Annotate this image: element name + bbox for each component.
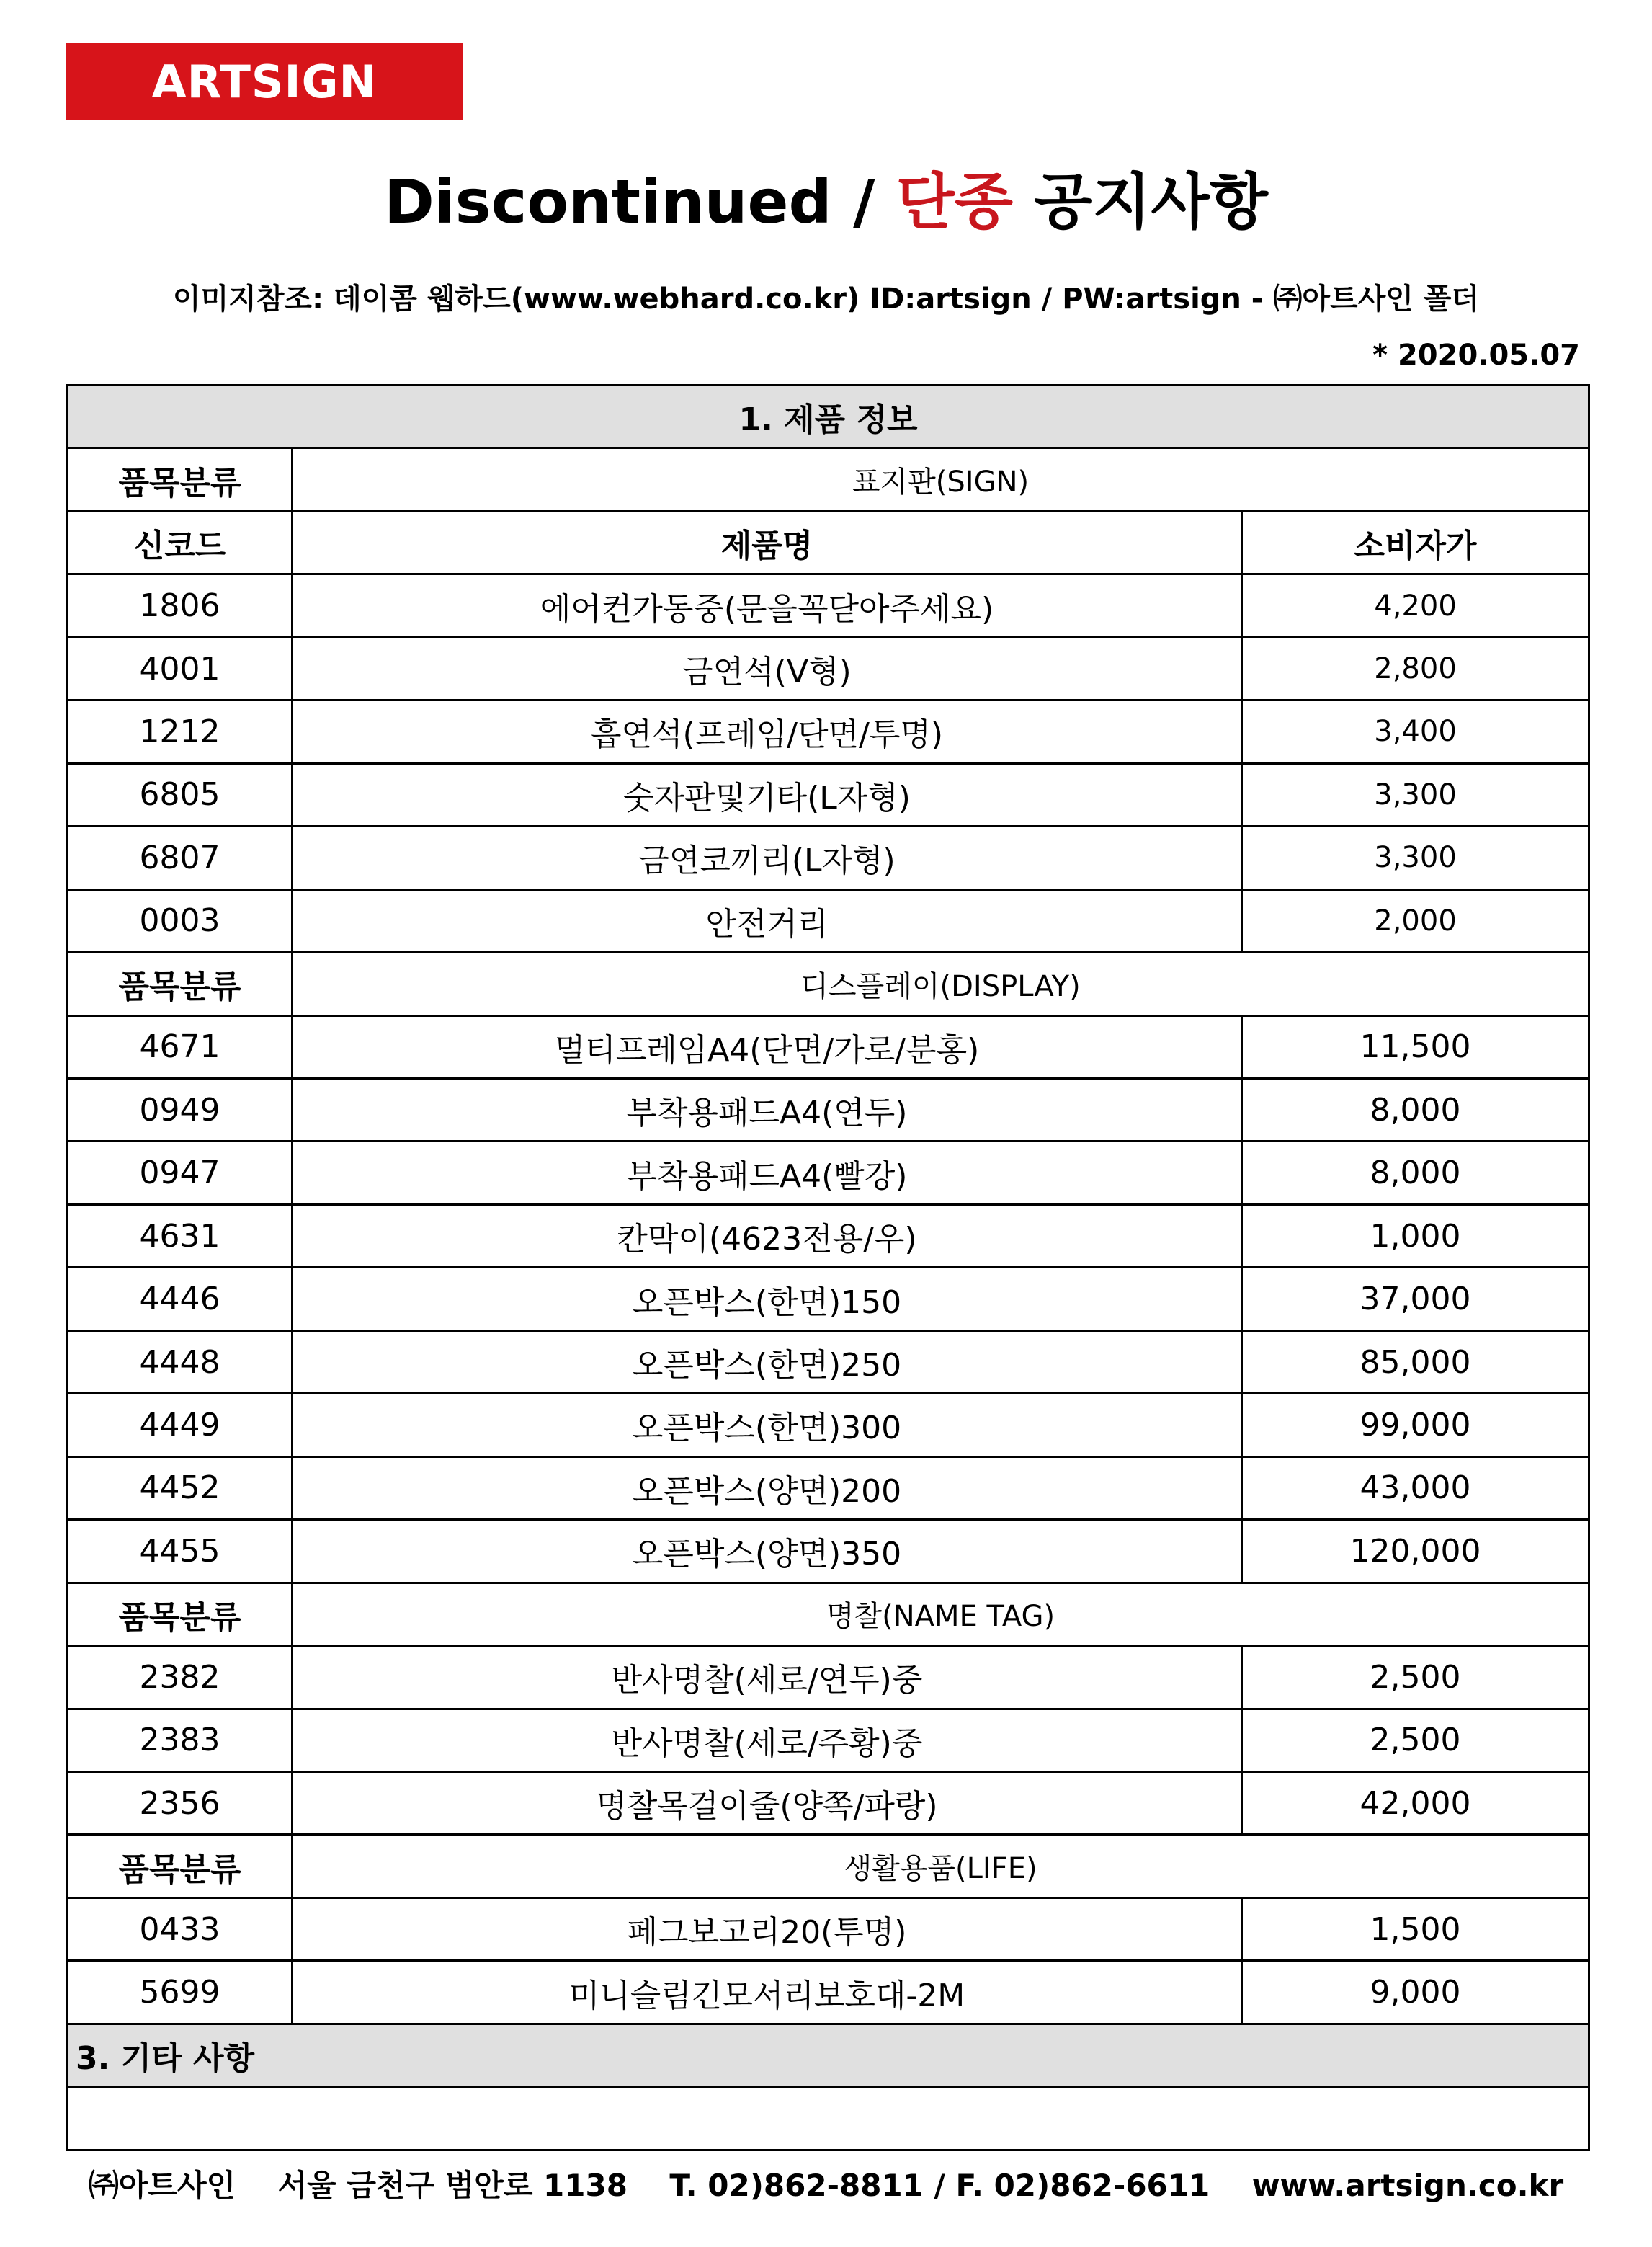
artsign-logo: ARTSIGN <box>66 43 463 120</box>
product-price: 2,500 <box>1242 1709 1589 1771</box>
product-name: 페그보고리20(투명) <box>293 1897 1242 1960</box>
product-code: 2382 <box>68 1646 293 1709</box>
table-row <box>68 1771 1589 1834</box>
product-price: 42,000 <box>1242 1771 1589 1834</box>
table-row <box>68 1897 1589 1960</box>
product-name: 오픈박스(양면)200 <box>293 1456 1242 1519</box>
product-price: 4,200 <box>1242 574 1589 637</box>
title-part-notice: 공지사항 <box>1013 166 1268 237</box>
product-code: 4452 <box>68 1456 293 1519</box>
column-header-price: 소비자가 <box>1242 511 1589 574</box>
category-label: 품목분류 <box>68 448 293 511</box>
product-table <box>66 384 1590 2151</box>
table-row <box>68 827 1589 889</box>
product-price: 99,000 <box>1242 1394 1589 1456</box>
column-header-name: 제품명 <box>293 511 1242 574</box>
table-row <box>68 1456 1589 1519</box>
table-row <box>68 1268 1589 1330</box>
table-row <box>68 763 1589 826</box>
section1-header-row <box>68 386 1589 448</box>
product-code: 4671 <box>68 1015 293 1078</box>
title-part-english: Discontinued / <box>384 166 896 237</box>
product-name: 오픈박스(한면)150 <box>293 1268 1242 1330</box>
product-code: 4449 <box>68 1394 293 1456</box>
category-row <box>68 1583 1589 1645</box>
product-price: 120,000 <box>1242 1520 1589 1583</box>
section3-title: 3. 기타 사항 <box>68 2024 1589 2086</box>
table-row <box>68 1142 1589 1204</box>
table-row <box>68 1204 1589 1267</box>
product-price: 2,800 <box>1242 637 1589 700</box>
category-name: 표지판(SIGN) <box>293 448 1589 511</box>
product-code: 1806 <box>68 574 293 637</box>
category-label: 품목분류 <box>68 1835 293 1897</box>
product-code: 5699 <box>68 1961 293 2024</box>
product-code: 4446 <box>68 1268 293 1330</box>
product-code: 2383 <box>68 1709 293 1771</box>
product-code: 6805 <box>68 763 293 826</box>
table-row <box>68 1394 1589 1456</box>
product-price: 3,300 <box>1242 763 1589 826</box>
table-row <box>68 889 1589 952</box>
table-row <box>68 574 1589 637</box>
category-name: 디스플레이(DISPLAY) <box>293 953 1589 1015</box>
product-name: 부착용패드A4(연두) <box>293 1078 1242 1141</box>
table-row <box>68 1078 1589 1141</box>
product-name: 명찰목걸이줄(양쪽/파랑) <box>293 1771 1242 1834</box>
product-name: 부착용패드A4(빨강) <box>293 1142 1242 1204</box>
product-name: 안전거리 <box>293 889 1242 952</box>
product-name: 흡연석(프레임/단면/투명) <box>293 700 1242 763</box>
product-name: 오픈박스(양면)350 <box>293 1520 1242 1583</box>
product-name: 미니슬림긴모서리보호대-2M <box>293 1961 1242 2024</box>
product-table-body <box>68 386 1589 2150</box>
product-price: 9,000 <box>1242 1961 1589 2024</box>
product-code: 0433 <box>68 1897 293 1960</box>
product-code: 4448 <box>68 1330 293 1393</box>
product-price: 43,000 <box>1242 1456 1589 1519</box>
table-row <box>68 1520 1589 1583</box>
product-name: 반사명찰(세로/주황)중 <box>293 1709 1242 1771</box>
column-header-row <box>68 511 1589 574</box>
category-label: 품목분류 <box>68 953 293 1015</box>
product-price: 85,000 <box>1242 1330 1589 1393</box>
product-name: 금연코끼리(L자형) <box>293 827 1242 889</box>
category-row <box>68 448 1589 511</box>
section3-body <box>68 2087 1589 2150</box>
product-code: 6807 <box>68 827 293 889</box>
section1-title: 1. 제품 정보 <box>68 386 1589 448</box>
product-name: 칸막이(4623전용/우) <box>293 1204 1242 1267</box>
product-name: 에어컨가동중(문을꼭닫아주세요) <box>293 574 1242 637</box>
product-price: 8,000 <box>1242 1078 1589 1141</box>
table-row <box>68 1330 1589 1393</box>
product-price: 1,500 <box>1242 1897 1589 1960</box>
image-reference-note: 이미지참조: 데이콤 웹하드(www.webhard.co.kr) ID:artsign / PW:artsign - ㈜아트사인 폴더 <box>172 282 1480 316</box>
product-price: 1,000 <box>1242 1204 1589 1267</box>
table-row <box>68 637 1589 700</box>
product-name: 멀티프레임A4(단면/가로/분홍) <box>293 1015 1242 1078</box>
title-part-discontinued-kr: 단종 <box>896 166 1014 237</box>
table-row <box>68 1961 1589 2024</box>
product-price: 8,000 <box>1242 1142 1589 1204</box>
section3-header-row <box>68 2024 1589 2086</box>
product-code: 4001 <box>68 637 293 700</box>
notice-date: * 2020.05.07 <box>1372 339 1580 372</box>
category-label: 품목분류 <box>68 1583 293 1645</box>
product-price: 3,400 <box>1242 700 1589 763</box>
product-code: 4455 <box>68 1520 293 1583</box>
category-row <box>68 953 1589 1015</box>
product-code: 0947 <box>68 1142 293 1204</box>
category-name: 생활용품(LIFE) <box>293 1835 1589 1897</box>
product-name: 숫자판및기타(L자형) <box>293 763 1242 826</box>
product-code: 4631 <box>68 1204 293 1267</box>
category-name: 명찰(NAME TAG) <box>293 1583 1589 1645</box>
footer-contact: ㈜아트사인 서울 금천구 범안로 1138 T. 02)862-8811 / F. 02)862-6611 www.artsign.co.kr <box>88 2168 1564 2203</box>
product-code: 1212 <box>68 700 293 763</box>
product-name: 오픈박스(한면)300 <box>293 1394 1242 1456</box>
product-code: 0949 <box>68 1078 293 1141</box>
table-row <box>68 1646 1589 1709</box>
product-price: 2,000 <box>1242 889 1589 952</box>
category-row <box>68 1835 1589 1897</box>
product-name: 반사명찰(세로/연두)중 <box>293 1646 1242 1709</box>
product-name: 오픈박스(한면)250 <box>293 1330 1242 1393</box>
table-row <box>68 1015 1589 1078</box>
table-row <box>68 700 1589 763</box>
product-price: 37,000 <box>1242 1268 1589 1330</box>
product-price: 2,500 <box>1242 1646 1589 1709</box>
product-name: 금연석(V형) <box>293 637 1242 700</box>
product-code: 0003 <box>68 889 293 952</box>
section3-body-row <box>68 2087 1589 2150</box>
table-row <box>68 1709 1589 1771</box>
product-price: 11,500 <box>1242 1015 1589 1078</box>
page-title <box>0 159 1652 245</box>
product-price: 3,300 <box>1242 827 1589 889</box>
column-header-code: 신코드 <box>68 511 293 574</box>
product-code: 2356 <box>68 1771 293 1834</box>
